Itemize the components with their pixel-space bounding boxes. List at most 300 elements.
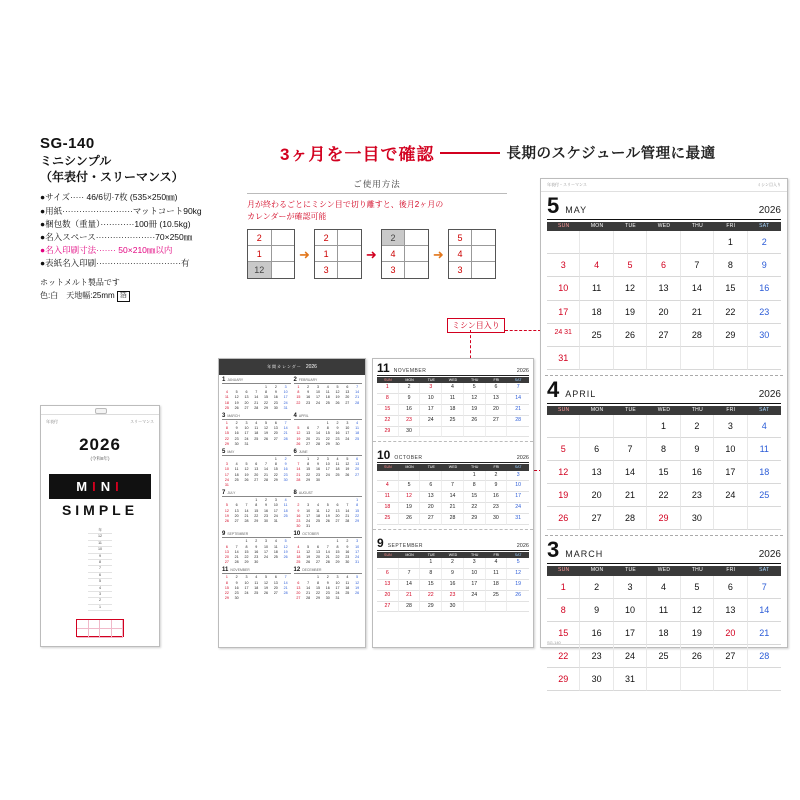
day-cell[interactable]: 2: [748, 231, 781, 254]
day-cell[interactable]: 20: [486, 405, 508, 416]
usage-cell-blank: [405, 246, 428, 262]
cover-year-strip-item: 2: [88, 598, 112, 604]
day-cell[interactable]: 27: [647, 324, 680, 347]
cover-year-strip-item: 7: [88, 566, 112, 572]
day-cell: 16: [315, 467, 320, 472]
day-cell: 5: [346, 457, 349, 462]
day-cell[interactable]: 23: [486, 503, 508, 514]
day-cell: 8: [356, 503, 359, 508]
day-cell[interactable]: 15: [464, 492, 486, 503]
day-cell[interactable]: 7: [442, 481, 464, 492]
day-cell[interactable]: 19: [399, 503, 421, 514]
day-cell: 19: [306, 555, 311, 560]
day-cell[interactable]: 12: [681, 599, 714, 622]
day-cell[interactable]: 27: [377, 602, 399, 613]
day-cell[interactable]: 8: [464, 481, 486, 492]
day-cell: 1: [297, 385, 300, 389]
day-cell[interactable]: 23: [580, 645, 613, 668]
day-cell[interactable]: 9: [486, 481, 508, 492]
day-cell: 29: [264, 405, 269, 410]
day-cell[interactable]: 22: [464, 503, 486, 514]
day-cell[interactable]: 28: [681, 324, 714, 347]
day-cell[interactable]: 12: [547, 461, 580, 484]
day-cell[interactable]: 3: [547, 254, 580, 277]
day-cell[interactable]: 9: [681, 438, 714, 461]
day-cell: 9: [255, 544, 258, 549]
day-cell[interactable]: 29: [377, 427, 399, 438]
day-cell[interactable]: 16: [486, 492, 508, 503]
day-cell: 12: [345, 462, 350, 467]
year-month-block: [294, 567, 363, 601]
day-cell[interactable]: 22: [647, 484, 680, 507]
day-cell[interactable]: 26: [681, 645, 714, 668]
day-cell: 9: [274, 390, 277, 395]
day-cell[interactable]: 14: [614, 461, 647, 484]
weekday-label: SAT: [514, 465, 522, 470]
day-cell[interactable]: 23: [681, 484, 714, 507]
day-cell: 28: [283, 436, 288, 441]
day-cell[interactable]: 21: [681, 301, 714, 324]
day-cell[interactable]: 12: [464, 394, 486, 405]
day-cell[interactable]: 30: [442, 602, 464, 613]
day-cell: 11: [283, 503, 288, 508]
day-cell[interactable]: 13: [647, 277, 680, 300]
day-cell[interactable]: 19: [464, 405, 486, 416]
day-cell: 28: [306, 596, 311, 601]
day-blank: [580, 415, 613, 438]
day-cell[interactable]: 6: [714, 576, 747, 599]
day-cell: 9: [297, 508, 300, 513]
day-cell[interactable]: 5: [681, 576, 714, 599]
day-cell[interactable]: 15: [377, 405, 399, 416]
day-cell[interactable]: 4: [486, 558, 508, 569]
day-cell[interactable]: 19: [507, 580, 529, 591]
day-cell[interactable]: 11: [748, 438, 781, 461]
day-cell[interactable]: 3: [614, 576, 647, 599]
day-cell: 9: [284, 462, 287, 467]
day-cell: 8: [316, 580, 319, 585]
day-cell[interactable]: 16: [580, 622, 613, 645]
day-cell[interactable]: 28: [399, 602, 421, 613]
day-cell[interactable]: 25: [647, 645, 680, 668]
day-cell[interactable]: 3: [420, 383, 442, 394]
day-cell: 17: [273, 508, 278, 513]
day-cell[interactable]: 27: [580, 507, 613, 530]
day-cell[interactable]: 19: [547, 484, 580, 507]
year-day-grid: [294, 421, 363, 447]
day-cell[interactable]: 25: [748, 484, 781, 507]
day-cell[interactable]: 16: [681, 461, 714, 484]
day-cell[interactable]: 1: [547, 576, 580, 599]
day-blank: [399, 471, 421, 482]
day-cell[interactable]: 31: [507, 514, 529, 525]
day-cell: 23: [315, 472, 320, 477]
year-day-grid: [294, 539, 363, 565]
day-cell: 10: [345, 426, 350, 431]
day-cell[interactable]: 30: [399, 427, 421, 438]
day-cell: 11: [296, 549, 301, 554]
day-cell[interactable]: 31: [614, 668, 647, 691]
day-cell[interactable]: 15: [547, 622, 580, 645]
day-cell[interactable]: 18: [377, 503, 399, 514]
year-month-en: APRIL: [298, 414, 309, 419]
day-cell[interactable]: 20: [714, 622, 747, 645]
day-cell[interactable]: 8: [420, 569, 442, 580]
year-month-block: [222, 377, 291, 411]
day-cell[interactable]: 19: [681, 622, 714, 645]
day-cell[interactable]: 7: [614, 438, 647, 461]
day-cell: 11: [335, 462, 340, 467]
day-cell[interactable]: 21: [442, 503, 464, 514]
weekday-label: SUN: [557, 567, 570, 574]
day-cell[interactable]: 31: [547, 347, 580, 370]
day-cell: 12: [264, 580, 269, 585]
day-cell[interactable]: 30: [681, 507, 714, 530]
cover-era: (令和8年): [90, 456, 110, 461]
day-cell[interactable]: 15: [420, 580, 442, 591]
day-cell: 9: [336, 426, 339, 431]
day-cell: 11: [316, 508, 320, 513]
day-cell[interactable]: 11: [442, 394, 464, 405]
day-blank: [714, 668, 747, 691]
day-cell[interactable]: 8: [714, 254, 747, 277]
day-cell[interactable]: 22: [420, 591, 442, 602]
day-cell[interactable]: 6: [377, 569, 399, 580]
day-cell[interactable]: 23: [442, 591, 464, 602]
usage-cell: 5: [449, 230, 473, 246]
day-cell[interactable]: 27: [486, 416, 508, 427]
day-cell[interactable]: 20: [647, 301, 680, 324]
day-cell[interactable]: 5: [547, 438, 580, 461]
weekday-header: [547, 222, 781, 232]
day-cell: 30: [345, 560, 350, 565]
day-cell[interactable]: 27: [714, 645, 747, 668]
day-cell[interactable]: 26: [547, 507, 580, 530]
day-cell[interactable]: 29: [647, 507, 680, 530]
day-cell[interactable]: 11: [486, 569, 508, 580]
day-cell[interactable]: 26: [399, 514, 421, 525]
day-cell: 17: [283, 395, 288, 400]
day-cell: 12: [335, 390, 340, 395]
day-cell[interactable]: 5: [507, 558, 529, 569]
day-cell[interactable]: 18: [486, 580, 508, 591]
day-cell[interactable]: 4: [442, 383, 464, 394]
day-cell: 15: [315, 585, 320, 590]
day-cell[interactable]: 17: [714, 461, 747, 484]
day-cell: 16: [264, 508, 269, 513]
year-table-title: 年間カレンダー: [267, 364, 302, 369]
day-cell: 26: [296, 441, 301, 446]
day-cell[interactable]: 7: [748, 576, 781, 599]
day-cell[interactable]: 9: [580, 599, 613, 622]
day-cell[interactable]: 24: [614, 645, 647, 668]
day-cell: 24: [264, 555, 269, 560]
day-cell[interactable]: 11: [647, 599, 680, 622]
day-cell[interactable]: 10: [464, 569, 486, 580]
weekday-header: [547, 406, 781, 416]
day-cell[interactable]: 9: [442, 569, 464, 580]
day-cell: 30: [283, 477, 288, 482]
day-cell[interactable]: 22: [547, 645, 580, 668]
day-cell[interactable]: 28: [507, 416, 529, 427]
day-cell[interactable]: 26: [614, 324, 647, 347]
day-cell[interactable]: 25: [580, 324, 613, 347]
three-month-large-sheet[interactable]: [540, 178, 788, 684]
year-month-head: 7 JULY: [222, 490, 291, 497]
day-cell[interactable]: 9: [748, 254, 781, 277]
day-cell[interactable]: 30: [486, 514, 508, 525]
day-cell[interactable]: 21: [748, 622, 781, 645]
day-cell[interactable]: 28: [442, 514, 464, 525]
year-month-row: [222, 567, 362, 601]
day-cell[interactable]: 24: [420, 416, 442, 427]
three-month-small-sheet[interactable]: [372, 358, 534, 648]
day-cell[interactable]: 12: [507, 569, 529, 580]
day-cell[interactable]: 27: [420, 514, 442, 525]
day-cell: 29: [224, 441, 229, 446]
day-cell[interactable]: 6: [580, 438, 613, 461]
day-cell: 4: [336, 457, 339, 462]
day-cell: 5: [356, 575, 359, 580]
day-cell: 26: [355, 591, 360, 596]
day-blank: [681, 347, 714, 370]
usage-cell: 1: [248, 246, 272, 262]
day-blank: [377, 558, 399, 569]
day-cell[interactable]: 25: [377, 514, 399, 525]
day-cell[interactable]: 14: [399, 580, 421, 591]
day-cell: 14: [345, 508, 350, 513]
day-cell[interactable]: 14: [748, 599, 781, 622]
day-cell[interactable]: 4: [580, 254, 613, 277]
day-cell: 21: [283, 431, 288, 436]
day-cell[interactable]: 24: [464, 591, 486, 602]
day-cell[interactable]: 5: [399, 481, 421, 492]
day-cell[interactable]: 7: [399, 569, 421, 580]
day-cell[interactable]: 28: [614, 507, 647, 530]
day-cell[interactable]: 30: [748, 324, 781, 347]
day-cell[interactable]: 15: [714, 277, 747, 300]
day-cell[interactable]: 2: [442, 558, 464, 569]
day-cell[interactable]: 8: [377, 394, 399, 405]
day-blank: [442, 471, 464, 482]
day-cell: 1: [225, 421, 228, 426]
day-blank: [748, 668, 781, 691]
day-cell[interactable]: 22: [377, 416, 399, 427]
year-month-block: [294, 377, 363, 411]
day-cell[interactable]: 18: [580, 301, 613, 324]
day-cell[interactable]: 1: [647, 415, 680, 438]
day-cell[interactable]: 9: [399, 394, 421, 405]
day-cell[interactable]: 13: [420, 492, 442, 503]
day-cell[interactable]: 17: [547, 301, 580, 324]
day-cell[interactable]: 10: [507, 481, 529, 492]
day-grid: [547, 415, 781, 530]
day-cell[interactable]: 8: [647, 438, 680, 461]
day-cell[interactable]: 2: [580, 576, 613, 599]
day-cell[interactable]: 11: [580, 277, 613, 300]
day-cell[interactable]: 24: [714, 484, 747, 507]
month-number: 5: [547, 193, 560, 218]
day-cell[interactable]: 26: [507, 591, 529, 602]
day-cell[interactable]: 10: [420, 394, 442, 405]
day-cell: 15: [224, 585, 229, 590]
day-cell: 30: [234, 441, 239, 446]
day-cell[interactable]: 28: [748, 645, 781, 668]
weekday-label: FRI: [493, 552, 500, 557]
day-cell: 28: [355, 400, 360, 405]
usage-cell-blank: [472, 246, 495, 262]
day-cell[interactable]: 3: [507, 471, 529, 482]
day-cell[interactable]: 23: [399, 416, 421, 427]
day-cell[interactable]: 5: [614, 254, 647, 277]
year-day-grid: [294, 498, 363, 529]
day-cell[interactable]: 22: [714, 301, 747, 324]
day-cell[interactable]: 13: [486, 394, 508, 405]
day-cell[interactable]: 1: [377, 383, 399, 394]
day-cell[interactable]: 3: [464, 558, 486, 569]
day-cell: 12: [224, 508, 229, 513]
day-cell[interactable]: 17: [420, 405, 442, 416]
day-cell[interactable]: 21: [507, 405, 529, 416]
weekday-label: WED: [657, 567, 671, 574]
day-cell[interactable]: 18: [442, 405, 464, 416]
day-cell[interactable]: 1: [464, 471, 486, 482]
day-cell[interactable]: 8: [547, 599, 580, 622]
day-cell[interactable]: 1: [420, 558, 442, 569]
day-cell[interactable]: 29: [714, 324, 747, 347]
day-blank: [507, 427, 529, 438]
day-cell: 20: [296, 591, 301, 596]
day-cell[interactable]: 14: [442, 492, 464, 503]
year-day-grid: [222, 539, 291, 565]
day-cell[interactable]: 20: [580, 484, 613, 507]
day-cell: 4: [235, 462, 238, 467]
day-cell[interactable]: 16: [442, 580, 464, 591]
day-cell[interactable]: 17: [507, 492, 529, 503]
day-cell: 2: [235, 575, 238, 580]
day-cell[interactable]: 4: [748, 415, 781, 438]
day-cell[interactable]: 16: [748, 277, 781, 300]
day-cell: 21: [296, 472, 301, 477]
day-blank: [507, 602, 529, 613]
day-cell: 20: [306, 436, 311, 441]
day-cell[interactable]: 7: [681, 254, 714, 277]
day-cell[interactable]: 2: [681, 415, 714, 438]
day-cell: 17: [335, 585, 340, 590]
day-cell[interactable]: 24 31: [547, 324, 580, 347]
day-cell[interactable]: 6: [420, 481, 442, 492]
day-cell[interactable]: 25: [442, 416, 464, 427]
day-cell[interactable]: 4: [377, 481, 399, 492]
day-cell: 11: [325, 390, 330, 395]
day-cell[interactable]: 20: [377, 591, 399, 602]
day-cell: 20: [315, 555, 320, 560]
weekday-label: SAT: [514, 552, 522, 557]
day-cell[interactable]: 11: [377, 492, 399, 503]
day-cell[interactable]: 25: [486, 591, 508, 602]
day-cell[interactable]: 20: [420, 503, 442, 514]
cover-corner-right: スリーマンス: [130, 419, 154, 424]
year-day-grid: [222, 498, 291, 524]
day-cell[interactable]: 18: [748, 461, 781, 484]
cover-sheet[interactable]: [40, 405, 160, 647]
day-cell[interactable]: 26: [464, 416, 486, 427]
usage-cell: 3: [382, 262, 406, 278]
day-cell[interactable]: 13: [377, 580, 399, 591]
day-cell: 9: [316, 462, 319, 467]
day-cell[interactable]: 10: [714, 438, 747, 461]
day-cell[interactable]: 7: [507, 383, 529, 394]
day-cell[interactable]: 21: [399, 591, 421, 602]
day-cell[interactable]: 30: [580, 668, 613, 691]
day-cell[interactable]: 29: [420, 602, 442, 613]
month-name-en: MAY: [565, 205, 588, 215]
day-cell: 7: [326, 544, 329, 549]
usage-cell-blank: [405, 262, 428, 278]
day-cell[interactable]: 10: [614, 599, 647, 622]
day-cell[interactable]: 15: [647, 461, 680, 484]
day-cell[interactable]: 5: [464, 383, 486, 394]
month-head: [547, 376, 781, 404]
day-cell[interactable]: 16: [399, 405, 421, 416]
day-cell: 7: [346, 503, 349, 508]
day-cell[interactable]: 18: [647, 622, 680, 645]
day-cell[interactable]: 4: [647, 576, 680, 599]
weekday-label: FRI: [493, 465, 500, 470]
day-cell[interactable]: 1: [714, 231, 747, 254]
year-month-en: MAY: [227, 450, 235, 455]
day-cell[interactable]: 14: [507, 394, 529, 405]
year-table-sheet[interactable]: [218, 358, 366, 648]
weekday-label: FRI: [726, 222, 736, 229]
day-cell[interactable]: 21: [614, 484, 647, 507]
headline-rule: [440, 152, 500, 154]
day-cell: 9: [265, 503, 268, 508]
usage-cell: 3: [449, 262, 473, 278]
day-cell[interactable]: 10: [547, 277, 580, 300]
day-cell[interactable]: 17: [464, 580, 486, 591]
day-cell[interactable]: 13: [714, 599, 747, 622]
day-cell[interactable]: 13: [580, 461, 613, 484]
day-cell[interactable]: 2: [399, 383, 421, 394]
day-cell: 22: [315, 591, 320, 596]
day-cell[interactable]: 23: [748, 301, 781, 324]
day-cell: 5: [225, 503, 228, 508]
day-cell: 17: [264, 549, 269, 554]
day-cell: 15: [254, 508, 259, 513]
day-cell[interactable]: 29: [547, 668, 580, 691]
day-cell[interactable]: 14: [681, 277, 714, 300]
day-cell[interactable]: 3: [714, 415, 747, 438]
day-cell: 1: [245, 539, 248, 544]
day-cell[interactable]: 12: [399, 492, 421, 503]
day-cell[interactable]: 12: [614, 277, 647, 300]
month-year: 2026: [516, 455, 529, 462]
day-cell[interactable]: 29: [464, 514, 486, 525]
callout-line-h: [505, 330, 541, 331]
day-cell[interactable]: 24: [507, 503, 529, 514]
day-cell[interactable]: 2: [486, 471, 508, 482]
day-grid: [377, 558, 529, 612]
year-month-block: [222, 567, 291, 601]
day-cell: 26: [264, 436, 269, 441]
day-cell[interactable]: 6: [486, 383, 508, 394]
year-month-en: JULY: [227, 491, 236, 496]
day-cell[interactable]: 19: [614, 301, 647, 324]
day-cell: 26: [283, 555, 288, 560]
day-cell[interactable]: 6: [647, 254, 680, 277]
day-cell[interactable]: 17: [614, 622, 647, 645]
